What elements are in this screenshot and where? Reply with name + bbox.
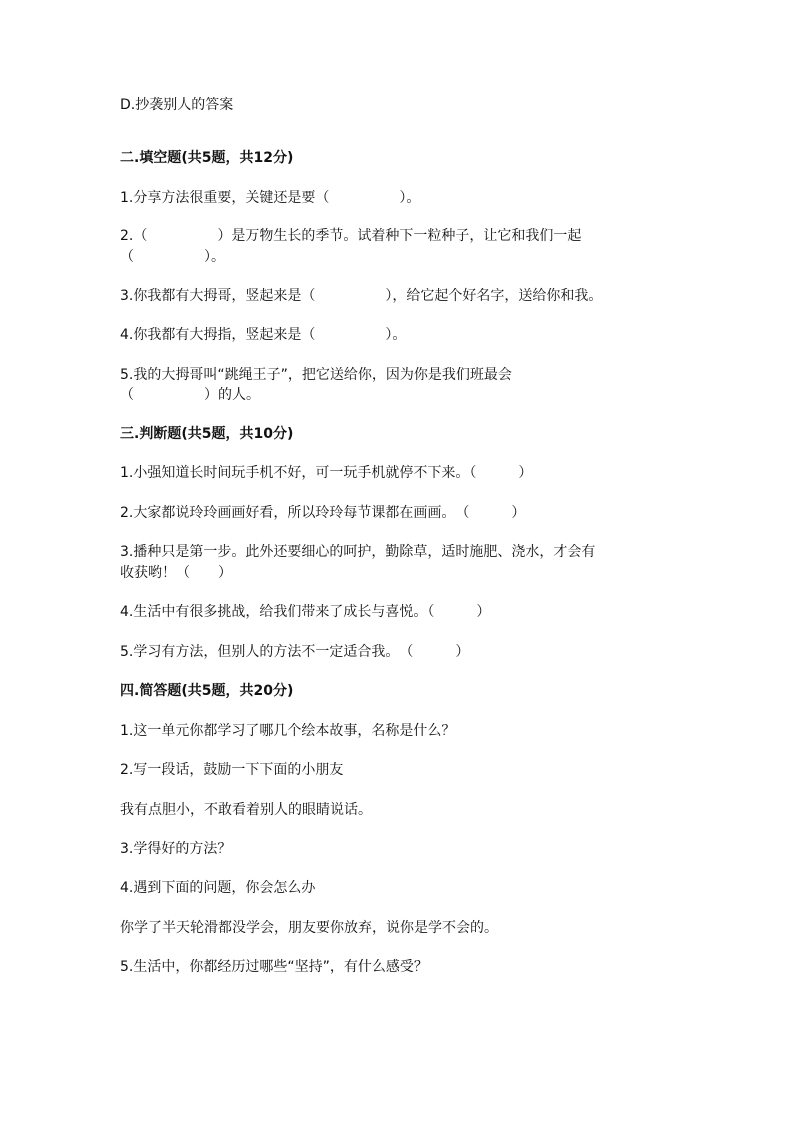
short-answer-q3: 3.学得好的方法？ bbox=[120, 841, 232, 857]
short-answer-q4-scenario: 你学了半天轮滑都没学会，朋友要你放弃，说你是学不会的。 bbox=[120, 920, 498, 936]
short-answer-q2-scenario: 我有点胆小，不敢看着别人的眼睛说话。 bbox=[120, 802, 372, 818]
fill-blank-q5-line2: （ ）的人。 bbox=[120, 387, 260, 403]
fill-blank-q4: 4.你我都有大拇指，竖起来是（ ）。 bbox=[120, 327, 407, 343]
fill-blank-q2-line2: （ ）。 bbox=[120, 249, 225, 265]
short-answer-q4: 4.遇到下面的问题，你会怎么办 bbox=[120, 880, 316, 896]
fill-blank-q3: 3.你我都有大拇哥，竖起来是（ ），给它起个好名字，送给你和我。 bbox=[120, 288, 603, 304]
judge-q1: 1.小强知道长时间玩手机不好，可一玩手机就停不下来。（ ） bbox=[120, 465, 533, 481]
option-d: D.抄袭别人的答案 bbox=[120, 97, 234, 113]
fill-blank-q5-line1: 5.我的大拇哥叫“跳绳王子”，把它送给你，因为你是我们班最会 bbox=[120, 367, 512, 383]
short-answer-q5: 5.生活中，你都经历过哪些“坚持”，有什么感受？ bbox=[120, 959, 428, 975]
short-answer-q1: 1.这一单元你都学习了哪几个绘本故事，名称是什么？ bbox=[120, 723, 456, 739]
judge-q5: 5.学习有方法，但别人的方法不一定适合我。 （ ） bbox=[120, 644, 470, 660]
fill-blank-q1: 1.分享方法很重要，关键还是要（ ）。 bbox=[120, 190, 421, 206]
judge-q4: 4.生活中有很多挑战，给我们带来了成长与喜悦。（ ） bbox=[120, 604, 491, 620]
section-3-heading: 三.判断题(共5题，共10分) bbox=[120, 426, 294, 442]
judge-q2: 2.大家都说玲玲画画好看，所以玲玲每节课都在画画。 （ ） bbox=[120, 505, 526, 521]
section-2-heading: 二.填空题(共5题，共12分) bbox=[120, 150, 294, 166]
section-4-heading: 四.简答题(共5题，共20分) bbox=[120, 683, 294, 699]
judge-q3-line1: 3.播种只是第一步。此外还要细心的呵护，勤除草，适时施肥、浇水，才会有 bbox=[120, 544, 596, 560]
judge-q3-line2: 收获哟！（ ） bbox=[120, 565, 232, 581]
short-answer-q2: 2.写一段话，鼓励一下下面的小朋友 bbox=[120, 762, 344, 778]
fill-blank-q2-line1: 2.（ ）是万物生长的季节。试着种下一粒种子，让它和我们一起 bbox=[120, 228, 582, 244]
